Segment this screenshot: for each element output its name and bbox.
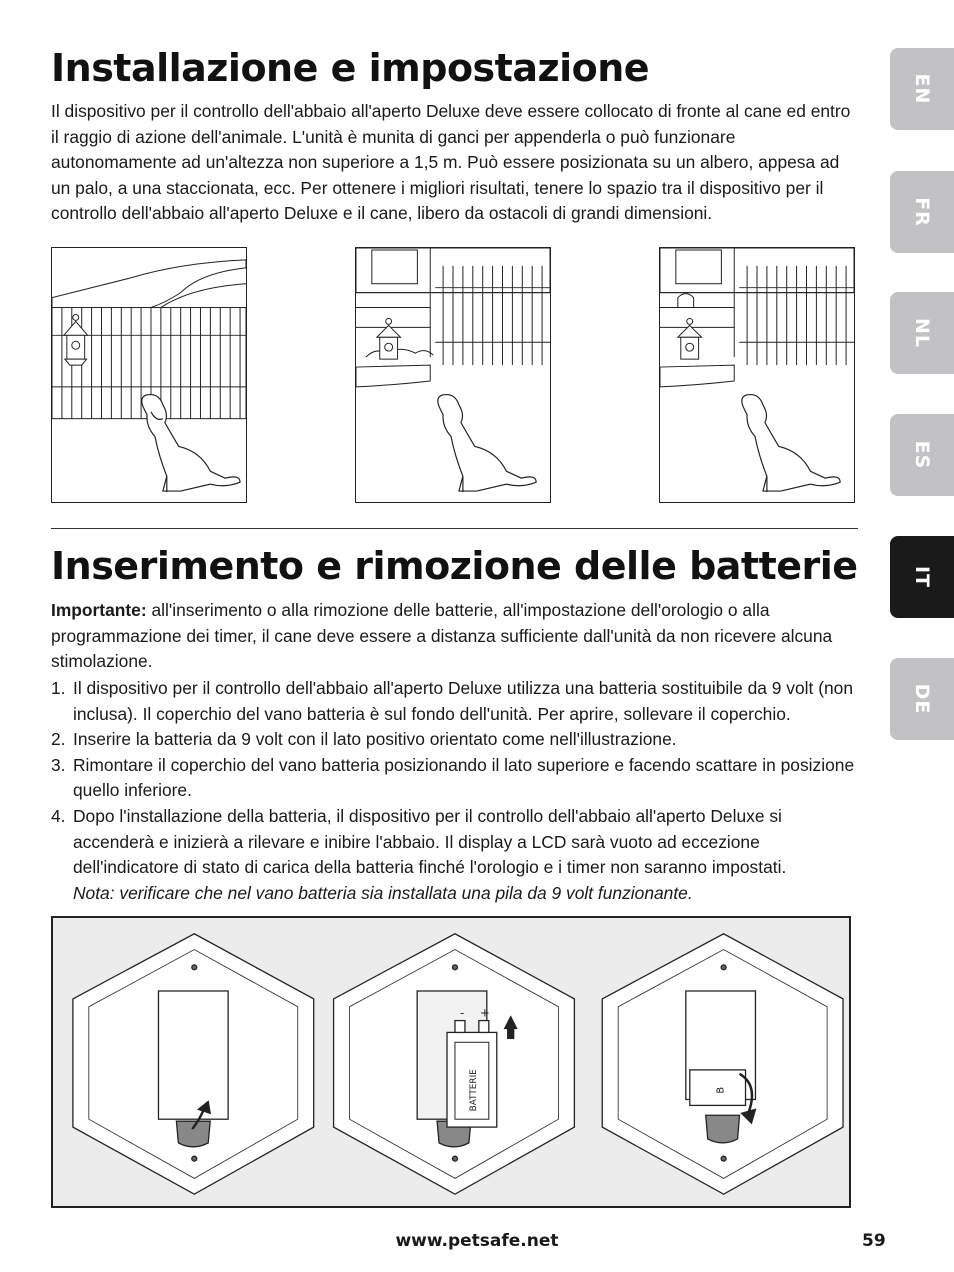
list-item: 4. Dopo l'installazione della batteria, il dispositivo per il controllo dell'abbaio all'aperto Deluxe si accenderà e inizierà a rilevare e inibire l'abbaio. Il display a LCD sarà vuoto ad eccezione dell'indicatore di stato di carica della batteria finché l'orologio e i timer non saranno impostati. Nota: verificare che nel vano batteria sia installata una pila da 9 volt funzionante. [51,805,787,903]
tab-nl[interactable]: NL [890,292,954,374]
section-divider [51,528,858,529]
dog-icon [438,395,536,493]
footer-url[interactable]: www.petsafe.net [395,1231,559,1251]
dog-icon [742,395,840,493]
battery-note: Nota: verificare che nel vano batteria sia installata una pila da 9 volt funzionante. [73,882,693,903]
battery-label: BATTERIE [468,1069,479,1112]
section-title-batteries: Inserimento e rimozione delle batterie [51,544,858,588]
illustration-post-mount [355,247,551,503]
battery-step-open-cover [73,934,314,1194]
tab-de[interactable]: DE [890,658,954,740]
page-number: 59 [862,1231,886,1251]
tab-it[interactable]: IT [890,536,954,618]
tab-fr[interactable]: FR [890,171,954,253]
illustration-hook-mount [659,247,855,503]
important-text: all'inserimento o alla rimozione delle batterie, all'impostazione dell'orologio o alla programmazione dei timer, il cane deve essere a distanza sufficiente dall'unità da non ricevere alcuna stimolazione. [51,600,833,672]
bark-device-icon [377,318,401,359]
section-title-installation: Installazione e impostazione [51,46,650,90]
installation-paragraph: Il dispositivo per il controllo dell'abbaio all'aperto Deluxe deve essere collocato di fronte al cane ed entro il raggio di azione dell'animale. L'unità è munita di ganci per appenderla o può funzionare autonomamente ad un'altezza non superiore a 1,5 m. Può essere posizionata su un albero, appesa ad un palo, a una staccionata, ecc. Per ottenere i migliori risultati, tenere lo spazio tra il dispositivo per il controllo dell'abbaio all'aperto Deluxe e il cane, libero da ostacoli di grandi dimensioni. [51,101,851,224]
list-item: 1. Il dispositivo per il controllo dell'abbaio all'aperto Deluxe utilizza una batteria sostituibile da 9 volt (non inclusa). Il coperchio del vano batteria è sul fondo dell'unità. Per aprire, sollevare il coperchio. [51,678,853,724]
bark-device-icon [678,318,702,359]
tab-en[interactable]: EN [890,48,954,130]
battery-illustration-panel [51,916,851,1208]
plus-sign: + [479,1005,490,1020]
list-item: 3. Rimontare il coperchio del vano batteria posizionando il lato superiore e facendo scattare in posizione quello inferiore. [51,754,855,801]
list-item: 2. Inserire la batteria da 9 volt con il lato positivo orientato come nell'illustrazione. [51,729,677,750]
important-label: Importante: [51,600,147,620]
tab-es[interactable]: ES [890,414,954,496]
minus-sign: - [459,1005,465,1020]
battery-label-partial: B [715,1086,727,1094]
battery-steps-list [51,676,866,906]
battery-step-close-cover [602,934,843,1194]
illustration-fence-mount [51,247,247,503]
important-paragraph [51,598,861,675]
battery-step-insert [334,934,575,1194]
